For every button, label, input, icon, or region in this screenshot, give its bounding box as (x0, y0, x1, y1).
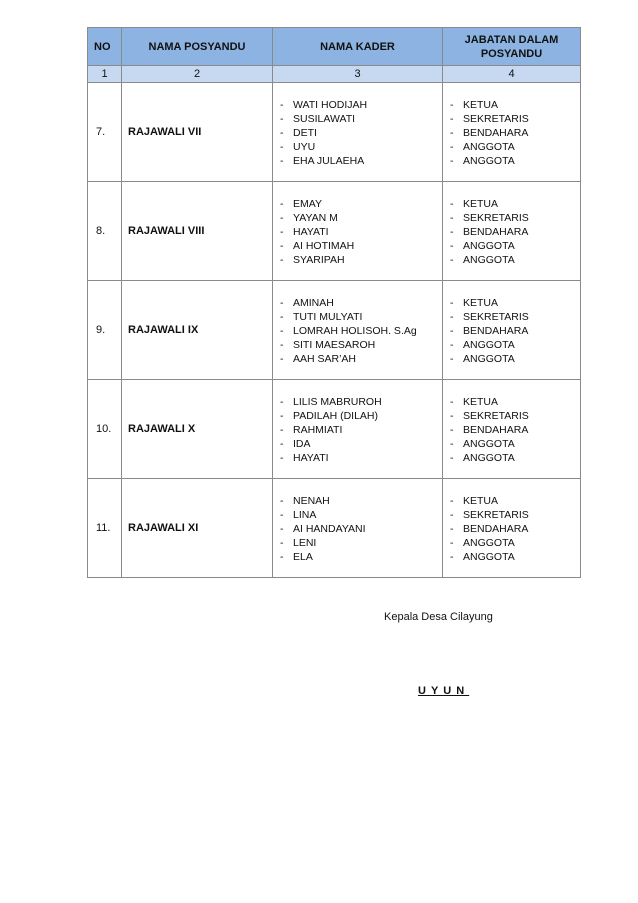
column-number: 3 (273, 66, 443, 83)
kader-name: - AI HANDAYANI (280, 522, 442, 536)
posyandu-name: RAJAWALI IX (122, 281, 273, 380)
column-number: 2 (122, 66, 273, 83)
jabatan-item: - ANGGOTA (450, 239, 580, 253)
kader-name: - DETI (280, 126, 442, 140)
kader-name: - YAYAN M (280, 211, 442, 225)
jabatan-item: - BENDAHARA (450, 126, 580, 140)
header-jabatan-line2: POSYANDU (480, 47, 543, 60)
signature-title: Kepala Desa Cilayung (384, 611, 493, 623)
jabatan-item: - BENDAHARA (450, 522, 580, 536)
jabatan-item: - ANGGOTA (450, 154, 580, 168)
jabatan-cell (443, 281, 581, 380)
jabatan-item: - SEKRETARIS (450, 508, 580, 522)
posyandu-name: RAJAWALI X (122, 380, 273, 479)
kader-list (280, 98, 442, 168)
kader-cell (273, 182, 443, 281)
jabatan-item: - ANGGOTA (450, 550, 580, 564)
kader-name: - RAHMIATI (280, 423, 442, 437)
kader-name: - AAH SAR’AH (280, 352, 442, 366)
kader-name: - SITI MAESAROH (280, 338, 442, 352)
jabatan-cell (443, 380, 581, 479)
kader-name: - IDA (280, 437, 442, 451)
jabatan-item: - ANGGOTA (450, 253, 580, 267)
jabatan-item: - KETUA (450, 197, 580, 211)
kader-name: - UYU (280, 140, 442, 154)
signature-name: UYUN (418, 685, 470, 697)
kader-name: - NENAH (280, 494, 442, 508)
jabatan-item: - BENDAHARA (450, 225, 580, 239)
jabatan-list (450, 197, 580, 267)
kader-name: - LINA (280, 508, 442, 522)
row-number: 7. (88, 83, 122, 182)
posyandu-name: RAJAWALI VII (122, 83, 273, 182)
row-number: 9. (88, 281, 122, 380)
jabatan-list (450, 296, 580, 366)
kader-name: - SUSILAWATI (280, 112, 442, 126)
column-number: 4 (443, 66, 581, 83)
jabatan-item: - ANGGOTA (450, 140, 580, 154)
jabatan-cell (443, 83, 581, 182)
kader-name: - PADILAH (DILAH) (280, 409, 442, 423)
kader-name: - HAYATI (280, 451, 442, 465)
jabatan-list (450, 494, 580, 564)
kader-name: - AI HOTIMAH (280, 239, 442, 253)
header-no: NO (88, 28, 122, 66)
kader-name: - EMAY (280, 197, 442, 211)
header-nama-kader: NAMA KADER (273, 28, 443, 66)
jabatan-item: - KETUA (450, 296, 580, 310)
jabatan-item: - BENDAHARA (450, 324, 580, 338)
jabatan-cell (443, 479, 581, 578)
kader-name: - SYARIPAH (280, 253, 442, 267)
jabatan-item: - KETUA (450, 494, 580, 508)
table-row (88, 380, 581, 479)
jabatan-item: - KETUA (450, 98, 580, 112)
jabatan-item: - SEKRETARIS (450, 310, 580, 324)
kader-name: - TUTI MULYATI (280, 310, 442, 324)
kader-list (280, 395, 442, 465)
table-row (88, 281, 581, 380)
jabatan-item: - ANGGOTA (450, 536, 580, 550)
header-jabatan-line1: JABATAN DALAM (464, 33, 559, 46)
kader-list (280, 494, 442, 564)
kader-cell (273, 83, 443, 182)
jabatan-list (450, 395, 580, 465)
jabatan-item: - SEKRETARIS (450, 211, 580, 225)
table-header-row (88, 28, 581, 66)
kader-cell (273, 479, 443, 578)
kader-list (280, 296, 442, 366)
kader-name: - WATI HODIJAH (280, 98, 442, 112)
posyandu-name: RAJAWALI XI (122, 479, 273, 578)
kader-name: - LILIS MABRUROH (280, 395, 442, 409)
row-number: 11. (88, 479, 122, 578)
jabatan-item: - BENDAHARA (450, 423, 580, 437)
kader-name: - LENI (280, 536, 442, 550)
jabatan-item: - SEKRETARIS (450, 409, 580, 423)
header-nama-posyandu: NAMA POSYANDU (122, 28, 273, 66)
kader-name: - AMINAH (280, 296, 442, 310)
jabatan-item: - KETUA (450, 395, 580, 409)
jabatan-cell (443, 182, 581, 281)
jabatan-item: - ANGGOTA (450, 437, 580, 451)
kader-name: - EHA JULAEHA (280, 154, 442, 168)
jabatan-item: - ANGGOTA (450, 338, 580, 352)
table-body (88, 83, 581, 578)
kader-name: - ELA (280, 550, 442, 564)
posyandu-name: RAJAWALI VIII (122, 182, 273, 281)
table-row (88, 182, 581, 281)
column-number-row (88, 66, 581, 83)
kader-list (280, 197, 442, 267)
jabatan-list (450, 98, 580, 168)
row-number: 8. (88, 182, 122, 281)
kader-name: - LOMRAH HOLISOH. S.Ag (280, 324, 442, 338)
kader-cell (273, 281, 443, 380)
table-row (88, 479, 581, 578)
table-row (88, 83, 581, 182)
jabatan-item: - ANGGOTA (450, 451, 580, 465)
jabatan-item: - ANGGOTA (450, 352, 580, 366)
posyandu-table (87, 27, 581, 578)
kader-name: - HAYATI (280, 225, 442, 239)
column-number: 1 (88, 66, 122, 83)
row-number: 10. (88, 380, 122, 479)
header-jabatan (443, 28, 581, 66)
kader-cell (273, 380, 443, 479)
jabatan-item: - SEKRETARIS (450, 112, 580, 126)
